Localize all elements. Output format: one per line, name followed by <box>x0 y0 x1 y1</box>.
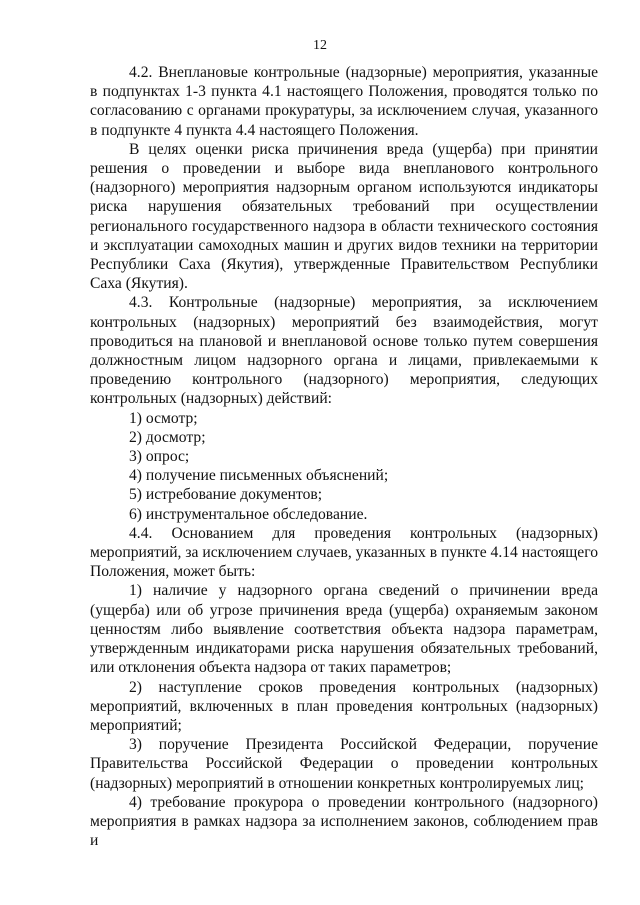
list-item: 3) поручение Президента Российской Федерации, поручение Правительства Российской Федерации о проведении контрольных (надзорных) мероприятий в отношении конкретных контролируемых лиц; <box>90 736 598 792</box>
page-number: 12 <box>313 38 327 53</box>
list-item: 2) досмотр; <box>129 428 206 446</box>
list-item: 5) истребование документов; <box>129 486 323 504</box>
document-body <box>90 63 598 850</box>
list-item: 1) осмотр; <box>129 409 198 427</box>
paragraph-4-3: 4.3. Контрольные (надзорные) мероприятия, за исключением контрольных (надзорных) мероприятий без взаимодействия, могут проводиться на плановой и внеплановой основе только путем совершения должностным лицом надзорного органа и лицами, привлекаемыми к проведению контрольного (надзорного) мероприятия, следующих контрольных (надзорных) действий: <box>90 294 598 408</box>
list-item: 3) опрос; <box>129 448 190 466</box>
list-item: 1) наличие у надзорного органа сведений о причинении вреда (ущерба) или об угрозе причинения вреда (ущерба) охраняемым законом ценностям либо выявление соответствия объекта надзора параметрам, утвержденным индикаторами риска нарушения обязательных требований, или отклонения объекта надзора от таких параметров; <box>90 582 598 677</box>
list-item: 4) требование прокурора о проведении контрольного (надзорного) мероприятия в рамках надзора за исполнением законов, соблюдением прав и <box>90 793 598 850</box>
paragraph-risk-assessment: В целях оценки риска причинения вреда (ущерба) при принятии решения о проведении и выборе вида внепланового контрольного (надзорного) мероприятия надзорным органом используются индикаторы риска нарушения обязательных требований при осуществлении регионального государственного надзора в области технического состояния и эксплуатации самоходных машин и других видов техники на территории Республики Саха (Якутия), утвержденные Правительством Республики Саха (Якутия). <box>90 140 598 293</box>
paragraph-4-4: 4.4. Основанием для проведения контрольных (надзорных) мероприятий, за исключением случаев, указанных в пункте 4.14 настоящего Положения, может быть: <box>90 524 598 581</box>
paragraph-4-2: 4.2. Внеплановые контрольные (надзорные) мероприятия, указанные в подпунктах 1-3 пункта 4.1 настоящего Положения, проводятся только по согласованию с органами прокуратуры, за исключением случая, указанного в подпункте 4 пункта 4.4 настоящего Положения. <box>90 64 598 139</box>
list-item: 6) инструментальное обследование. <box>129 505 368 523</box>
list-item: 2) наступление сроков проведения контрольных (надзорных) мероприятий, включенных в план проведения контрольных (надзорных) мероприятий; <box>90 678 598 734</box>
list-item: 4) получение письменных объяснений; <box>129 467 389 485</box>
